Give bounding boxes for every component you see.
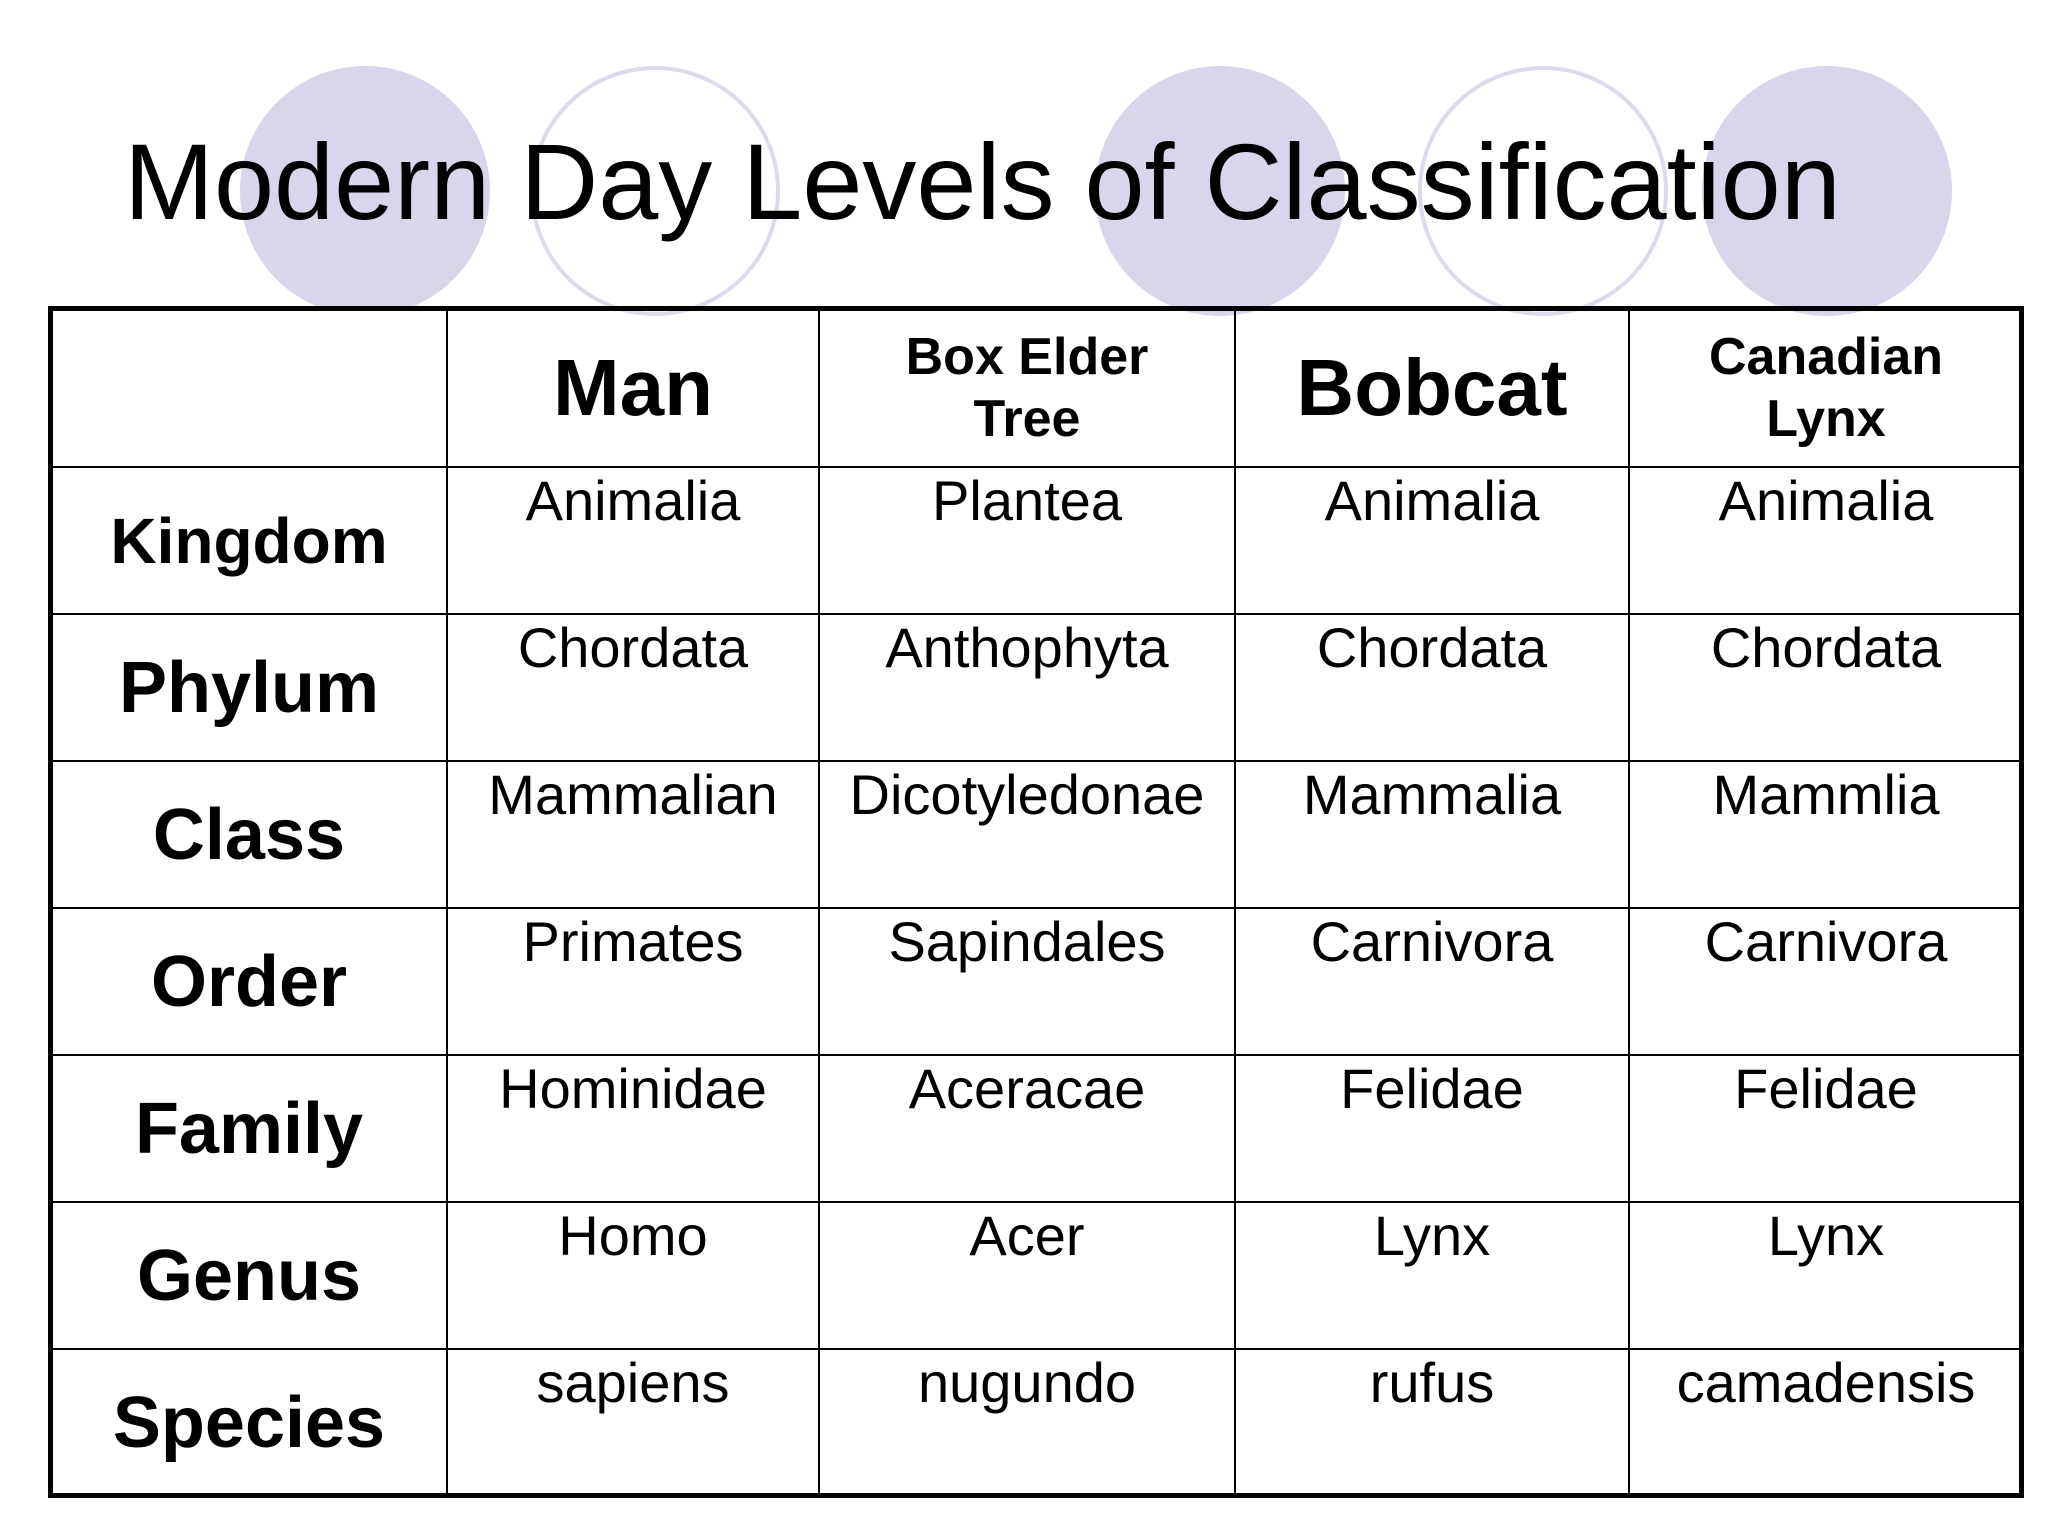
table-row-genus: [51, 1202, 2023, 1349]
table-cell: Dicotyledonae: [819, 761, 1235, 908]
table-cell: Lynx: [1629, 1202, 2023, 1349]
column-header-man: Man: [447, 309, 819, 467]
slide-title: Modern Day Levels of Classification: [124, 121, 1841, 242]
table-row-order: [51, 908, 2023, 1055]
row-header-genus: Genus: [51, 1202, 447, 1349]
table-cell: Felidae: [1235, 1055, 1629, 1202]
row-header-family: Family: [51, 1055, 447, 1202]
row-header-class: Class: [51, 761, 447, 908]
column-header-canadian-lynx: [1629, 309, 2023, 467]
table-cell: camadensis: [1629, 1349, 2023, 1496]
table-row-class: [51, 761, 2023, 908]
table-cell: Carnivora: [1235, 908, 1629, 1055]
column-header-box-elder-tree-text: Box Elder Tree: [905, 327, 1149, 448]
row-header-species: Species: [51, 1349, 447, 1496]
table-cell: Mammalian: [447, 761, 819, 908]
table-cell: rufus: [1235, 1349, 1629, 1496]
table-header-row: [51, 309, 2023, 467]
table-row-species: [51, 1349, 2023, 1496]
table-cell: Lynx: [1235, 1202, 1629, 1349]
table-cell: Mammlia: [1629, 761, 2023, 908]
table-cell: Homo: [447, 1202, 819, 1349]
column-header-box-elder-tree: [819, 309, 1235, 467]
table-cell: Felidae: [1629, 1055, 2023, 1202]
corner-cell: [51, 309, 447, 467]
table-cell: Aceracae: [819, 1055, 1235, 1202]
table-row-kingdom: [51, 467, 2023, 614]
table-cell: sapiens: [447, 1349, 819, 1496]
table-cell: Chordata: [1629, 614, 2023, 761]
table-cell: Animalia: [1235, 467, 1629, 614]
table-cell: Acer: [819, 1202, 1235, 1349]
table-cell: Chordata: [1235, 614, 1629, 761]
row-header-order: Order: [51, 908, 447, 1055]
table-cell: Plantea: [819, 467, 1235, 614]
column-header-canadian-lynx-text: Canadian Lynx: [1708, 327, 1944, 448]
row-header-kingdom: Kingdom: [51, 467, 447, 614]
classification-table: [50, 308, 2024, 1497]
table-cell: Hominidae: [447, 1055, 819, 1202]
row-header-phylum: Phylum: [51, 614, 447, 761]
table-cell: Animalia: [447, 467, 819, 614]
column-header-bobcat: Bobcat: [1235, 309, 1629, 467]
table-cell: Sapindales: [819, 908, 1235, 1055]
table-row-phylum: [51, 614, 2023, 761]
table-cell: Carnivora: [1629, 908, 2023, 1055]
table-cell: Chordata: [447, 614, 819, 761]
table-cell: nugundo: [819, 1349, 1235, 1496]
table-row-family: [51, 1055, 2023, 1202]
table-cell: Anthophyta: [819, 614, 1235, 761]
table-cell: Animalia: [1629, 467, 2023, 614]
table-cell: Primates: [447, 908, 819, 1055]
table-cell: Mammalia: [1235, 761, 1629, 908]
